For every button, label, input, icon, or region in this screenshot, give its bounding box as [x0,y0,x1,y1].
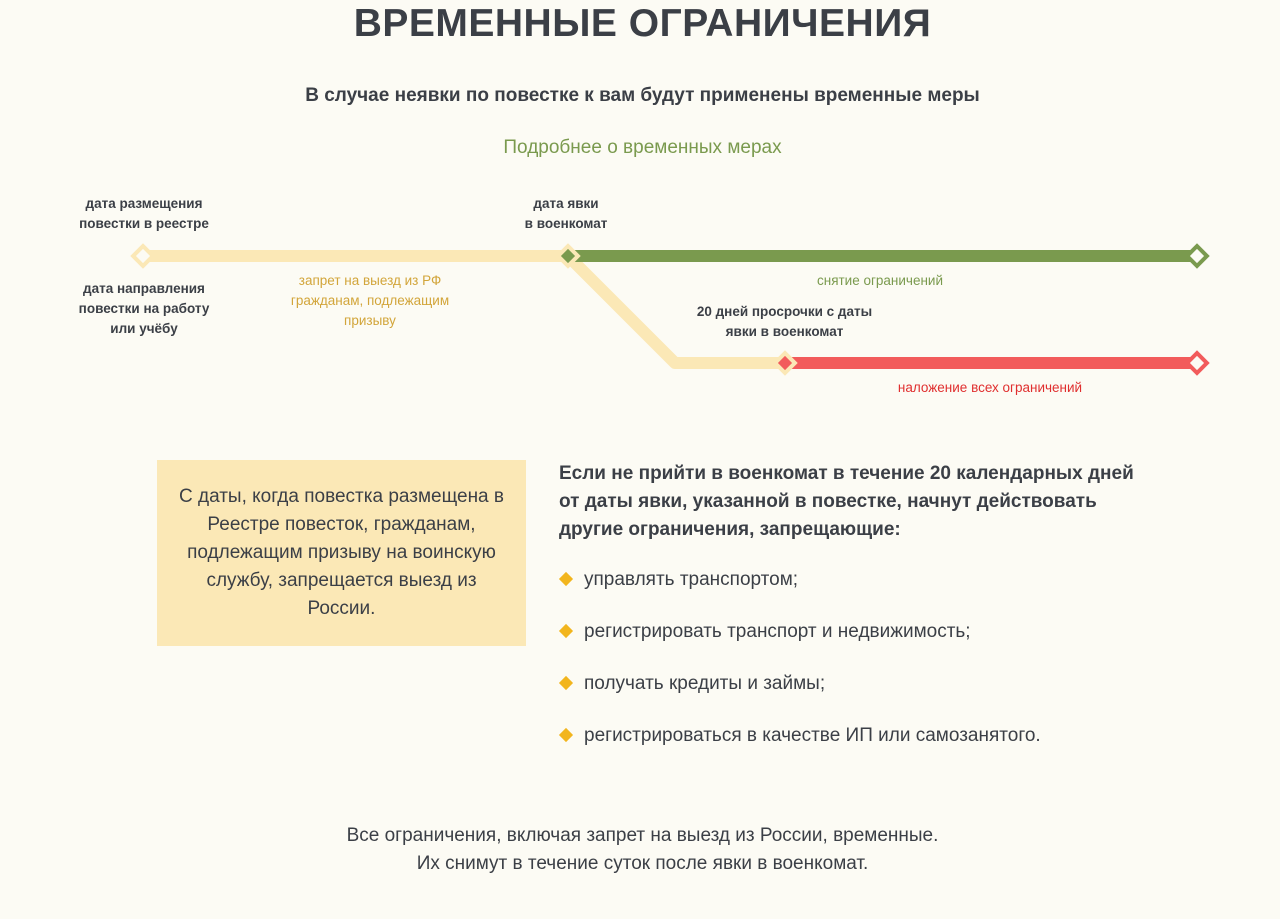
exit-ban-info-box [157,460,526,646]
restrictions-heading: Если не прийти в военкомат в течение 20 календарных дней от даты явки, указанной в повестке, начнут действовать другие ограничения, запрещающие: [559,463,1134,540]
work-date-label: дата направления повестки на работу или учёбу [78,281,210,336]
diamond-bullet-icon [559,624,573,638]
restrictions-end-marker [1187,353,1207,373]
exit-ban-note: запрет на выезд из РФ гражданам, подлежащим призыву [290,273,450,328]
lifted-end-marker [1187,246,1207,266]
overdue-date-label: 20 дней просрочки с даты явки в военкомат [696,304,873,339]
diamond-bullet-icon [559,676,573,690]
restrictions-list [559,566,1041,774]
diamond-bullet-icon [559,728,573,742]
diamond-bullet-icon [559,572,573,586]
registry-date-label: дата размещения повестки в реестре [79,196,209,231]
list-item: регистрировать транспорт и недвижимость; [559,618,1041,670]
list-item: получать кредиты и займы; [559,670,1041,722]
footer-note: Все ограничения, включая запрет на выезд из России, временные. Их снимут в течение суток после явки в военкомат. [346,825,939,874]
page-subtitle: В случае неявки по повестке к вам будут применены временные меры [305,85,980,106]
list-item: регистрироваться в качестве ИП или самозанятого. [559,722,1041,774]
lifted-note: снятие ограничений [816,273,944,288]
list-item: управлять транспортом; [559,566,1041,618]
appearance-date-label: дата явки в военкомат [524,196,608,231]
page-title: ВРЕМЕННЫЕ ОГРАНИЧЕНИЯ [353,2,932,45]
exit-ban-info-text: С даты, когда повестка размещена в Реестре повесток, гражданам, подлежащим призыву на воинскую службу, запрещается выезд из России. [178,486,504,619]
more-about-measures-link[interactable]: Подробнее о временных мерах [503,137,782,158]
overdue-date-marker [775,353,795,373]
all-restrictions-note: наложение всех ограничений [897,380,1083,395]
registry-date-marker [133,246,153,266]
